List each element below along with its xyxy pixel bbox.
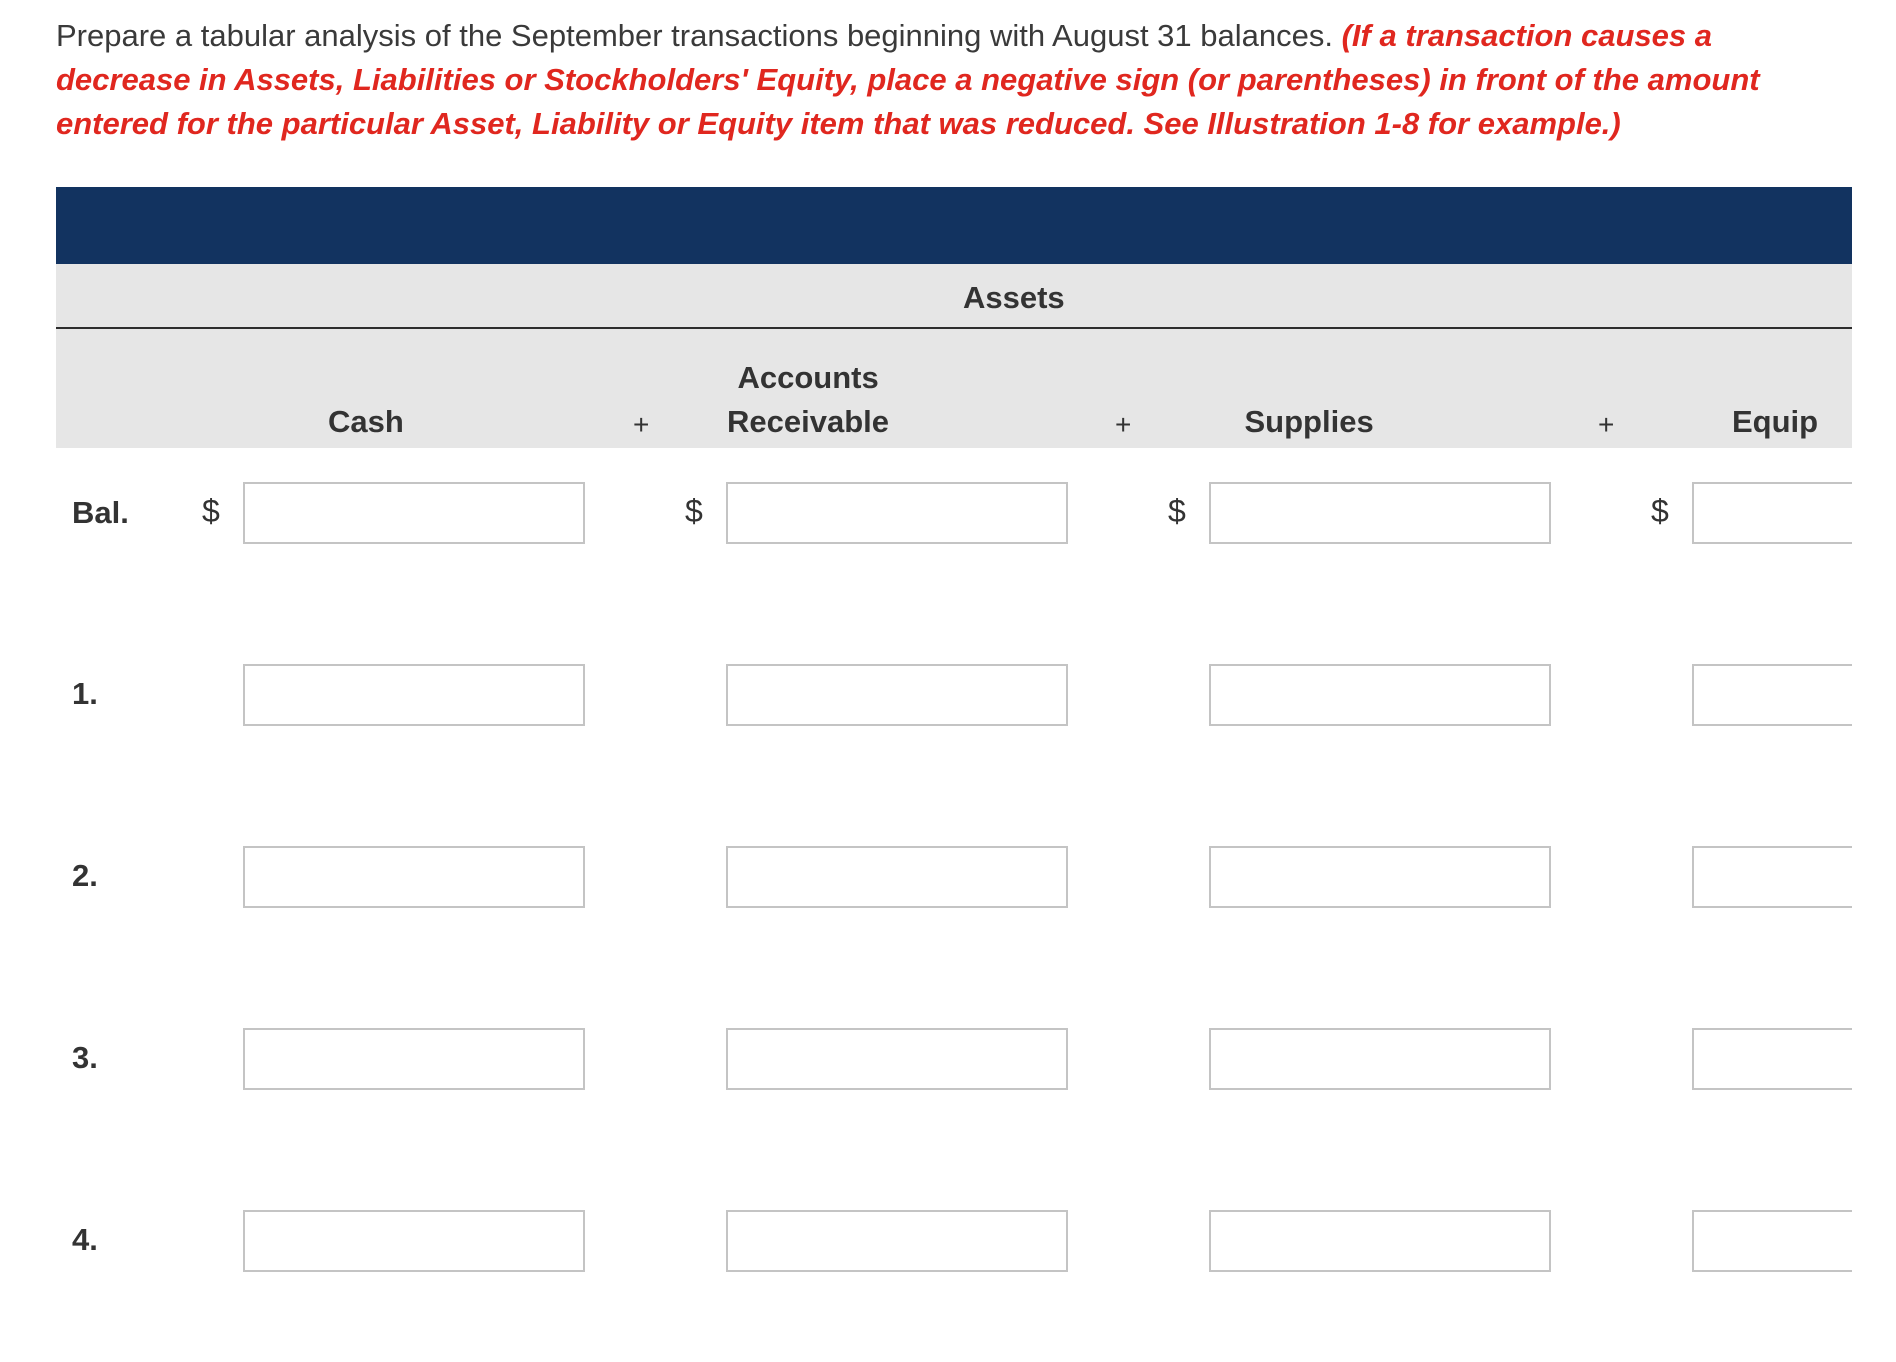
row2-equipment-input[interactable] [1692, 846, 1852, 908]
dollar-sign: $ [202, 493, 220, 529]
instructions-emphasis: (If a transaction causes a decrease in Assets, Liabilities or Stockholders' Equity, place a negative sign (or parentheses) in front of the amount entered for the particular Asset, Liability or Equity item that was reduced. See Illustration 1-8 for example.) [56, 18, 1760, 141]
row3-equipment-input[interactable] [1692, 1028, 1852, 1090]
column-header-row [56, 329, 1852, 448]
row1-supplies-input[interactable] [1209, 664, 1551, 726]
assets-group-header [56, 264, 1852, 329]
column-header-cash: Cash [328, 404, 404, 439]
instructions-text: Prepare a tabular analysis of the September transactions beginning with August 31 balances. [56, 18, 1333, 53]
row2-accounts-receivable-input[interactable] [726, 846, 1068, 908]
bal-supplies-input[interactable] [1209, 482, 1551, 544]
column-header-ar-line1: Accounts [737, 360, 879, 395]
bal-equipment-input[interactable] [1692, 482, 1852, 544]
column-header-supplies: Supplies [1244, 404, 1374, 439]
plus-sign: + [1598, 409, 1615, 440]
bal-cash-input[interactable] [243, 482, 585, 544]
row-label-1: 1. [72, 676, 98, 711]
plus-sign: + [1115, 409, 1132, 440]
row4-cash-input[interactable] [243, 1210, 585, 1272]
plus-sign: + [633, 409, 650, 440]
row-label-bal: Bal. [72, 495, 129, 530]
tabular-analysis-table [56, 187, 1852, 1347]
dollar-sign: $ [1168, 493, 1186, 529]
row-label-4: 4. [72, 1222, 98, 1257]
row1-equipment-input[interactable] [1692, 664, 1852, 726]
table-header-bar [56, 187, 1852, 264]
row-label-2: 2. [72, 858, 98, 893]
row3-accounts-receivable-input[interactable] [726, 1028, 1068, 1090]
row1-accounts-receivable-input[interactable] [726, 664, 1068, 726]
row4-equipment-input[interactable] [1692, 1210, 1852, 1272]
row-label-3: 3. [72, 1040, 98, 1075]
row3-supplies-input[interactable] [1209, 1028, 1551, 1090]
column-header-ar-line2: Receivable [727, 404, 889, 439]
row4-accounts-receivable-input[interactable] [726, 1210, 1068, 1272]
row1-cash-input[interactable] [243, 664, 585, 726]
row2-cash-input[interactable] [243, 846, 585, 908]
dollar-sign: $ [685, 493, 703, 529]
assets-label: Assets [963, 280, 1065, 315]
row4-supplies-input[interactable] [1209, 1210, 1551, 1272]
row2-supplies-input[interactable] [1209, 846, 1551, 908]
row3-cash-input[interactable] [243, 1028, 585, 1090]
column-header-equipment: Equip [1732, 404, 1819, 439]
dollar-sign: $ [1651, 493, 1669, 529]
bal-accounts-receivable-input[interactable] [726, 482, 1068, 544]
instructions [56, 14, 1776, 146]
